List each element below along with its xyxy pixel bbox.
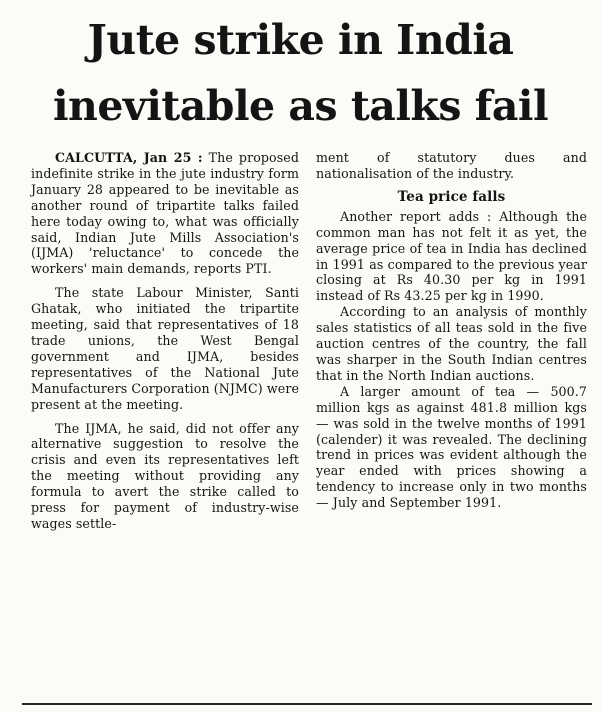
ijma-paragraph: The IJMA, he said, did not offer any alternative suggestion to resolve the crisis and even its representatives left the meeting without providing any formula to avert the strike called to press for payment of industry-wise wages settle- [31, 420, 299, 531]
bottom-rule [22, 703, 592, 705]
dateline: CALCUTTA, Jan 25 : [55, 150, 203, 165]
lead-paragraph [31, 150, 299, 277]
left-column [31, 150, 299, 532]
labour-minister-paragraph: The state Labour Minister, Santi Ghatak, who initiated the tripartite meeting, said that representatives of 18 trade unions, the West Bengal government and IJMA, besides representatives of the National Jute Manufacturers Corporation (NJMC) were present at the meeting. [31, 285, 300, 412]
tea-report-paragraph: Another report adds : Although the common man has not felt it as yet, the average price of tea in India has declined in 1991 as compared to the previous year closing at Rs 40.30 per kg in 1991 instead of Rs 43.25 per kg in 1990. [316, 208, 587, 304]
continued-paragraph: ment of statutory dues and nationalisation of the industry. [316, 150, 587, 181]
headline-line-1: Jute strike in India [87, 16, 514, 64]
tea-volume-paragraph: A larger amount of tea — 500.7 million kgs as against 481.8 million kgs — was sold in the twelve months of 1991 (calender) it was revealed. The declining trend in prices was evident although the year ended with prices showing a tendency to increase only in two months — July and September 1991. [316, 383, 587, 511]
headline-line-2: inevitable as talks fail [52, 82, 549, 130]
right-column [316, 150, 587, 511]
lead-paragraph-text: The proposed indefinite strike in the jute industry form January 28 appeared to be inevitable as another round of tripartite talks failed here today owing to, what was officially said, Indian Jute Mills Association's (IJMA) 'reluctance' to concede the workers' main demands, reports PTI. [31, 150, 299, 277]
subheading-tea-price: Tea price falls [397, 188, 506, 205]
auction-analysis-paragraph: According to an analysis of monthly sales statistics of all teas sold in the five auction centres of the country, the fall was sharper in the South Indian centres that in the North Indian auctions. [316, 304, 587, 383]
